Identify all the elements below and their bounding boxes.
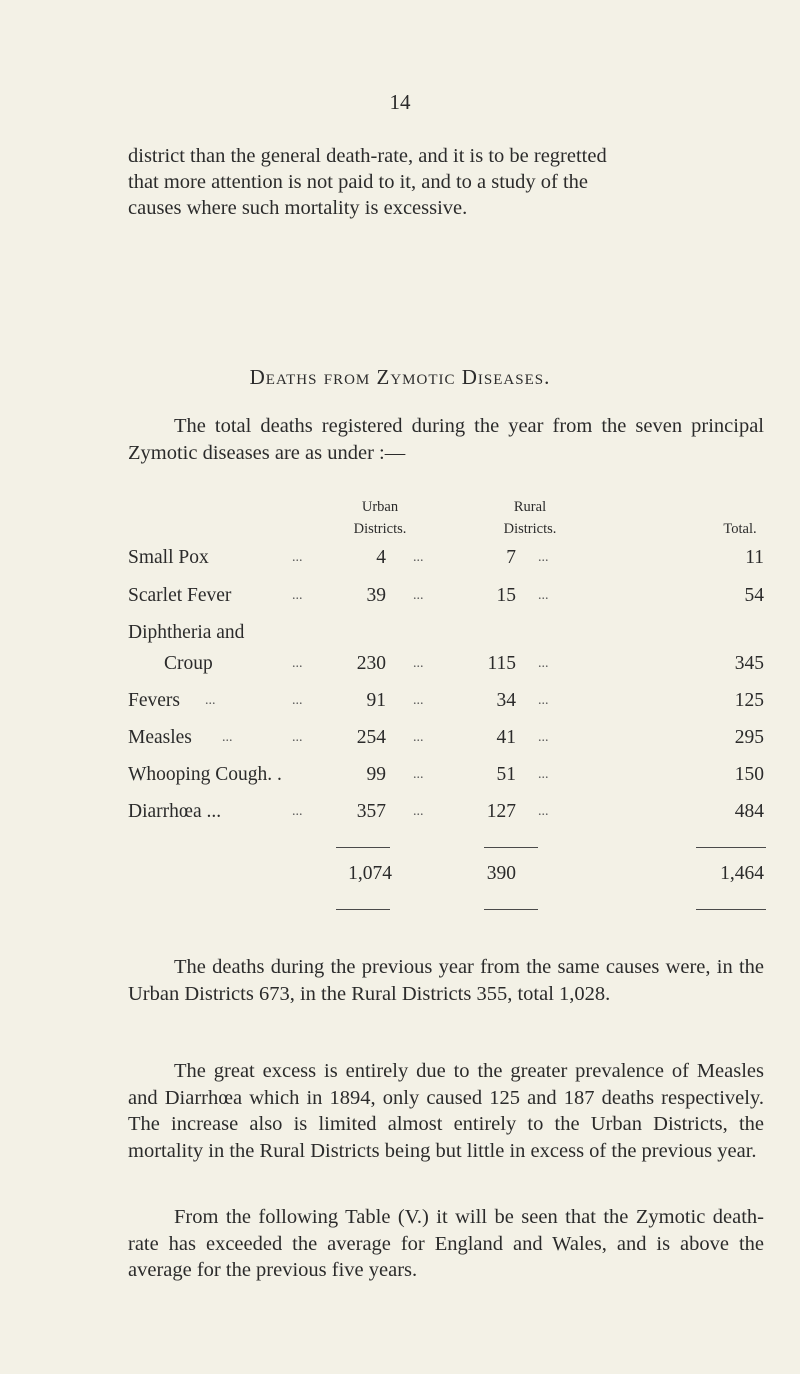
col-header-urban [335, 496, 425, 540]
row-label: Scarlet Fever [128, 585, 232, 606]
sum-rule [336, 847, 390, 848]
cell-urban: 39 [366, 585, 386, 606]
row-label-part: Diphtheria and [128, 622, 245, 643]
paragraph-table-v: From the following Table (V.) it will be seen that the Zymotic death-rate has exceeded the average for England and Wales, and is above the average for the previous five years. [128, 1206, 764, 1281]
cell-total: 125 [734, 690, 764, 711]
cell-rural: 34 [496, 690, 516, 711]
cell-total: 150 [734, 764, 764, 785]
total-urban: 1,074 [348, 863, 392, 884]
table-row: Measles ... ... 254 ... 41 ... 295 [128, 727, 764, 748]
lead-paragraph: The total deaths registered during the year from the seven principal Zymotic diseases are as under :— [128, 415, 764, 464]
page-number: 14 [389, 90, 411, 114]
sum-rule [696, 909, 766, 910]
cell-urban: 99 [366, 764, 386, 785]
section-heading: Deaths from Zymotic Diseases. [249, 365, 551, 389]
sum-rule [696, 847, 766, 848]
row-label: Small Pox [128, 547, 209, 568]
cell-rural: 7 [506, 547, 516, 568]
cell-rural: 15 [496, 585, 516, 606]
intro-line: causes where such mortality is excessive. [128, 197, 468, 219]
row-label: Fevers [128, 690, 180, 711]
paragraph-excess: The great excess is entirely due to the greater prevalence of Measles and Diarrhœa which in 1894, only caused 125 and 187 deaths respectively. The increase also is limited almost entirely to the Urban Districts, the mortality in the Rural Districts being but little in excess of the previous year. [128, 1060, 764, 1162]
cell-urban: 91 [366, 690, 386, 711]
cell-total: 484 [734, 801, 764, 822]
col-header-rural-line1: Rural [513, 499, 547, 515]
cell-total: 345 [734, 653, 764, 674]
intro-line: district than the general death-rate, and it is to be regretted [128, 145, 607, 167]
table-row-label-continued [0, 622, 800, 652]
paragraph-previous-year: The deaths during the previous year from the same causes were, in the Urban Districts 673, in the Rural Districts 355, total 1,028. [128, 956, 764, 1005]
sum-rule [484, 847, 538, 848]
row-label: Croup [164, 653, 213, 674]
table-row: Diarrhœa ... ... 357 ... 127 ... 484 [128, 801, 764, 822]
col-header-urban-line1: Urban [361, 499, 399, 515]
cell-rural: 127 [486, 801, 516, 822]
sum-rule [336, 909, 390, 910]
row-label: Diarrhœa ... [128, 801, 222, 822]
cell-urban: 4 [376, 547, 386, 568]
cell-rural: 51 [496, 764, 516, 785]
cell-urban: 230 [356, 653, 386, 674]
intro-line: that more attention is not paid to it, and to a study of the [128, 171, 589, 193]
table-row: Whooping Cough. . 99 ... 51 ... 150 [128, 764, 764, 785]
table-row: Fevers ... ... 91 ... 34 ... 125 [128, 690, 764, 711]
cell-total: 295 [734, 727, 764, 748]
total-all: 1,464 [720, 863, 764, 884]
table-row: Scarlet Fever ... 39 ... 15 ... 54 [128, 585, 764, 606]
cell-total: 11 [745, 547, 764, 568]
row-label: Whooping Cough. . [128, 764, 282, 785]
table-row: Croup ... 230 ... 115 ... 345 [164, 653, 764, 674]
table-row: Small Pox ... 4 ... 7 ... 11 [128, 547, 764, 568]
cell-rural: 41 [496, 727, 516, 748]
row-label: Measles [128, 727, 192, 748]
cell-urban: 357 [356, 801, 386, 822]
col-header-rural [485, 496, 575, 540]
col-header-urban-line2: Districts. [353, 521, 407, 537]
col-header-total: Total. [723, 521, 757, 537]
total-rural: 390 [486, 863, 516, 884]
table-totals-row [0, 863, 800, 893]
sum-rule [484, 909, 538, 910]
cell-total: 54 [744, 585, 764, 606]
col-header-rural-line2: Districts. [503, 521, 557, 537]
cell-rural: 115 [487, 653, 516, 674]
cell-urban: 254 [356, 727, 386, 748]
